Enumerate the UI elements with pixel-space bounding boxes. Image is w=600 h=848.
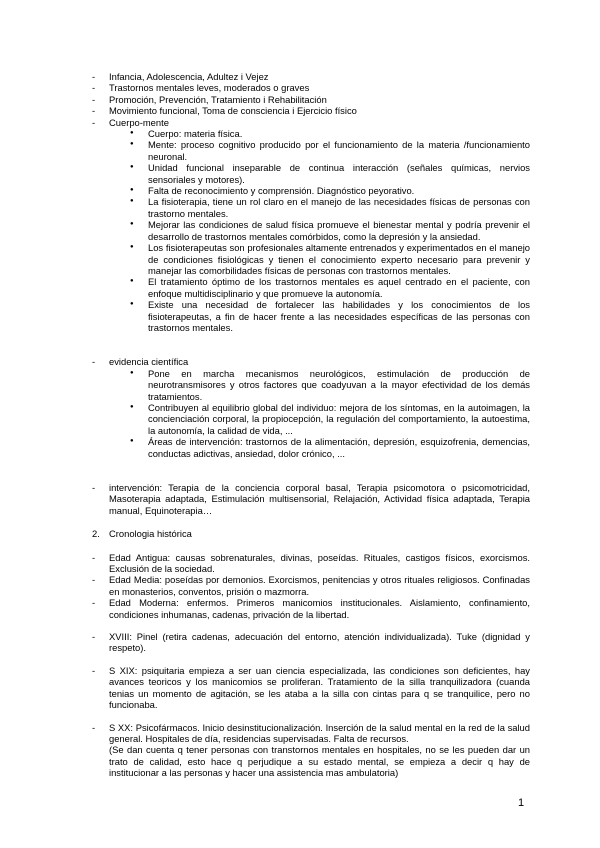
evidencia-bullets — [92, 368, 530, 459]
bullet-item: ● Los fisioterapeutas son profesionales altamente entrenados y experimentados en el manejo de condiciones fisiológicas y tienen el conocimiento experto necesario para prevenir y manejar las comorbilidades físicas de personas con trastornos mentales. — [92, 242, 530, 276]
siglo-xx-main: - S XX: Psicofármacos. Inicio desinstitucionalización. Inserción de la salud mental en la red de la salud general. Hospitales de día, residencias supervisadas. Falta de recursos. — [109, 721, 530, 744]
list-item: - Promoción, Prevención, Tratamiento i Rehabilitación — [92, 94, 530, 105]
section-title: Cronologia histórica — [109, 528, 192, 540]
list-item: - Cuerpo-mente — [92, 117, 530, 128]
bullet-item: ● Áreas de intervención: trastornos de la alimentación, depresión, esquizofrenia, demencias, conductas adictivas, ansiedad, dolor crónico, ... — [92, 436, 530, 459]
evidencia-heading: - evidencia científica — [92, 356, 530, 367]
intervencion-paragraph: - intervención: Terapia de la conciencia corporal basal, Terapia psicomotora o psicomotricidad, Masoterapia adaptada, Estimulación multisensorial, Relajación, Actividad física adaptada, Terapia manual, Equinoterapia… — [92, 482, 530, 516]
bullet-item: ● Existe una necesidad de fortalecer las habilidades y los conocimientos de los fisioterapeutas, a fin de hacer frente a las necesidades específicas de las personas con trastornos mentales. — [92, 299, 530, 333]
bullet-item: ● Falta de reconocimiento y comprensión. Diagnóstico peyorativo. — [92, 185, 530, 196]
list-item: - Infancia, Adolescencia, Adultez i Vejez — [92, 71, 530, 82]
page-content — [92, 71, 530, 779]
bullet-item: ● Contribuyen al equilibrio global del individuo: mejora de los síntomas, en la autoimagen, la concienciación corporal, la propiocepción, la regulación del comportamiento, la autoestima, la autonomía, la calidad de vida, ... — [92, 402, 530, 436]
bullet-item: ● Pone en marcha mecanismos neurológicos, estimulación de producción de neurotransmisores y otros factores que coadyuvan a la mayor efectividad de los demás tratamientos. — [92, 368, 530, 402]
edad-moderna: - Edad Moderna: enfermos. Primeros manicomios institucionales. Aislamiento, confinamiento, condiciones inhumanas, cadenas, privación de la libertad. — [92, 597, 530, 620]
list-item: - Movimiento funcional, Toma de consciencia i Ejercicio físico — [92, 105, 530, 116]
section-number: 2. — [92, 528, 100, 540]
edad-media: - Edad Media: poseídas por demonios. Exorcismos, penitencias y otros rituales religiosos. Confinadas en monasterios, conventos, prisión o mazmorra. — [92, 574, 530, 597]
list-item: - Trastornos mentales leves, moderados o graves — [92, 82, 530, 93]
bullet-item: ● Cuerpo: materia física. — [92, 128, 530, 139]
page-number: 1 — [518, 797, 525, 809]
bullet-item: ● La fisioterapia, tiene un rol claro en el manejo de las necesidades físicas de personas con trastorno mentales. — [92, 196, 530, 219]
siglo-xviii: - XVIII: Pinel (retira cadenas, adecuación del entorno, atención individualizada). Tuke (dignidad y respeto). — [92, 631, 530, 654]
bullet-item: ● El tratamiento óptimo de los trastornos mentales es aquel centrado en el paciente, con enfoque multidisciplinario y que promueve la autonomía. — [92, 276, 530, 299]
bullet-item: ● Mejorar las condiciones de salud física promueve el bienestar mental y podría prevenir el desarrollo de trastornos mentales comórbidos, como la depresión y la ansiedad. — [92, 219, 530, 242]
siglo-xx-note: (Se dan cuenta q tener personas con transtornos mentales en hospitales, no se les pueden dar un trato de calidad, esto hace q perjudique a su estado mental, se empieza a decir q hay de institucionar a las personas y hacer una assistencia mas ambulatoria) — [109, 744, 530, 779]
bullet-item: ● Unidad funcional inseparable de continua interacción (señales químicas, nervios sensoriales y motores). — [92, 162, 530, 185]
section-heading — [92, 528, 530, 539]
edad-antigua: - Edad Antigua: causas sobrenaturales, divinas, poseídas. Rituales, castigos físicos, exorcismos. Exclusión de la sociedad. — [92, 552, 530, 575]
cuerpo-mente-bullets — [92, 128, 530, 333]
siglo-xix: - S XIX: psiquitaria empieza a ser uan ciencia especializada, las condiciones son deficientes, hay avances teoricos y los manicomios se proliferan. Tratamiento de la silla tranquilizadora (cuanda tenias un momento de agitación, se les ataba a la silla con cintas para q se tranquilice, pero no funcionaba. — [92, 665, 530, 711]
siglo-xx — [92, 722, 530, 779]
bullet-item: ● Mente: proceso cognitivo producido por el funcionamiento de la materia /funcionamiento neuronal. — [92, 139, 530, 162]
